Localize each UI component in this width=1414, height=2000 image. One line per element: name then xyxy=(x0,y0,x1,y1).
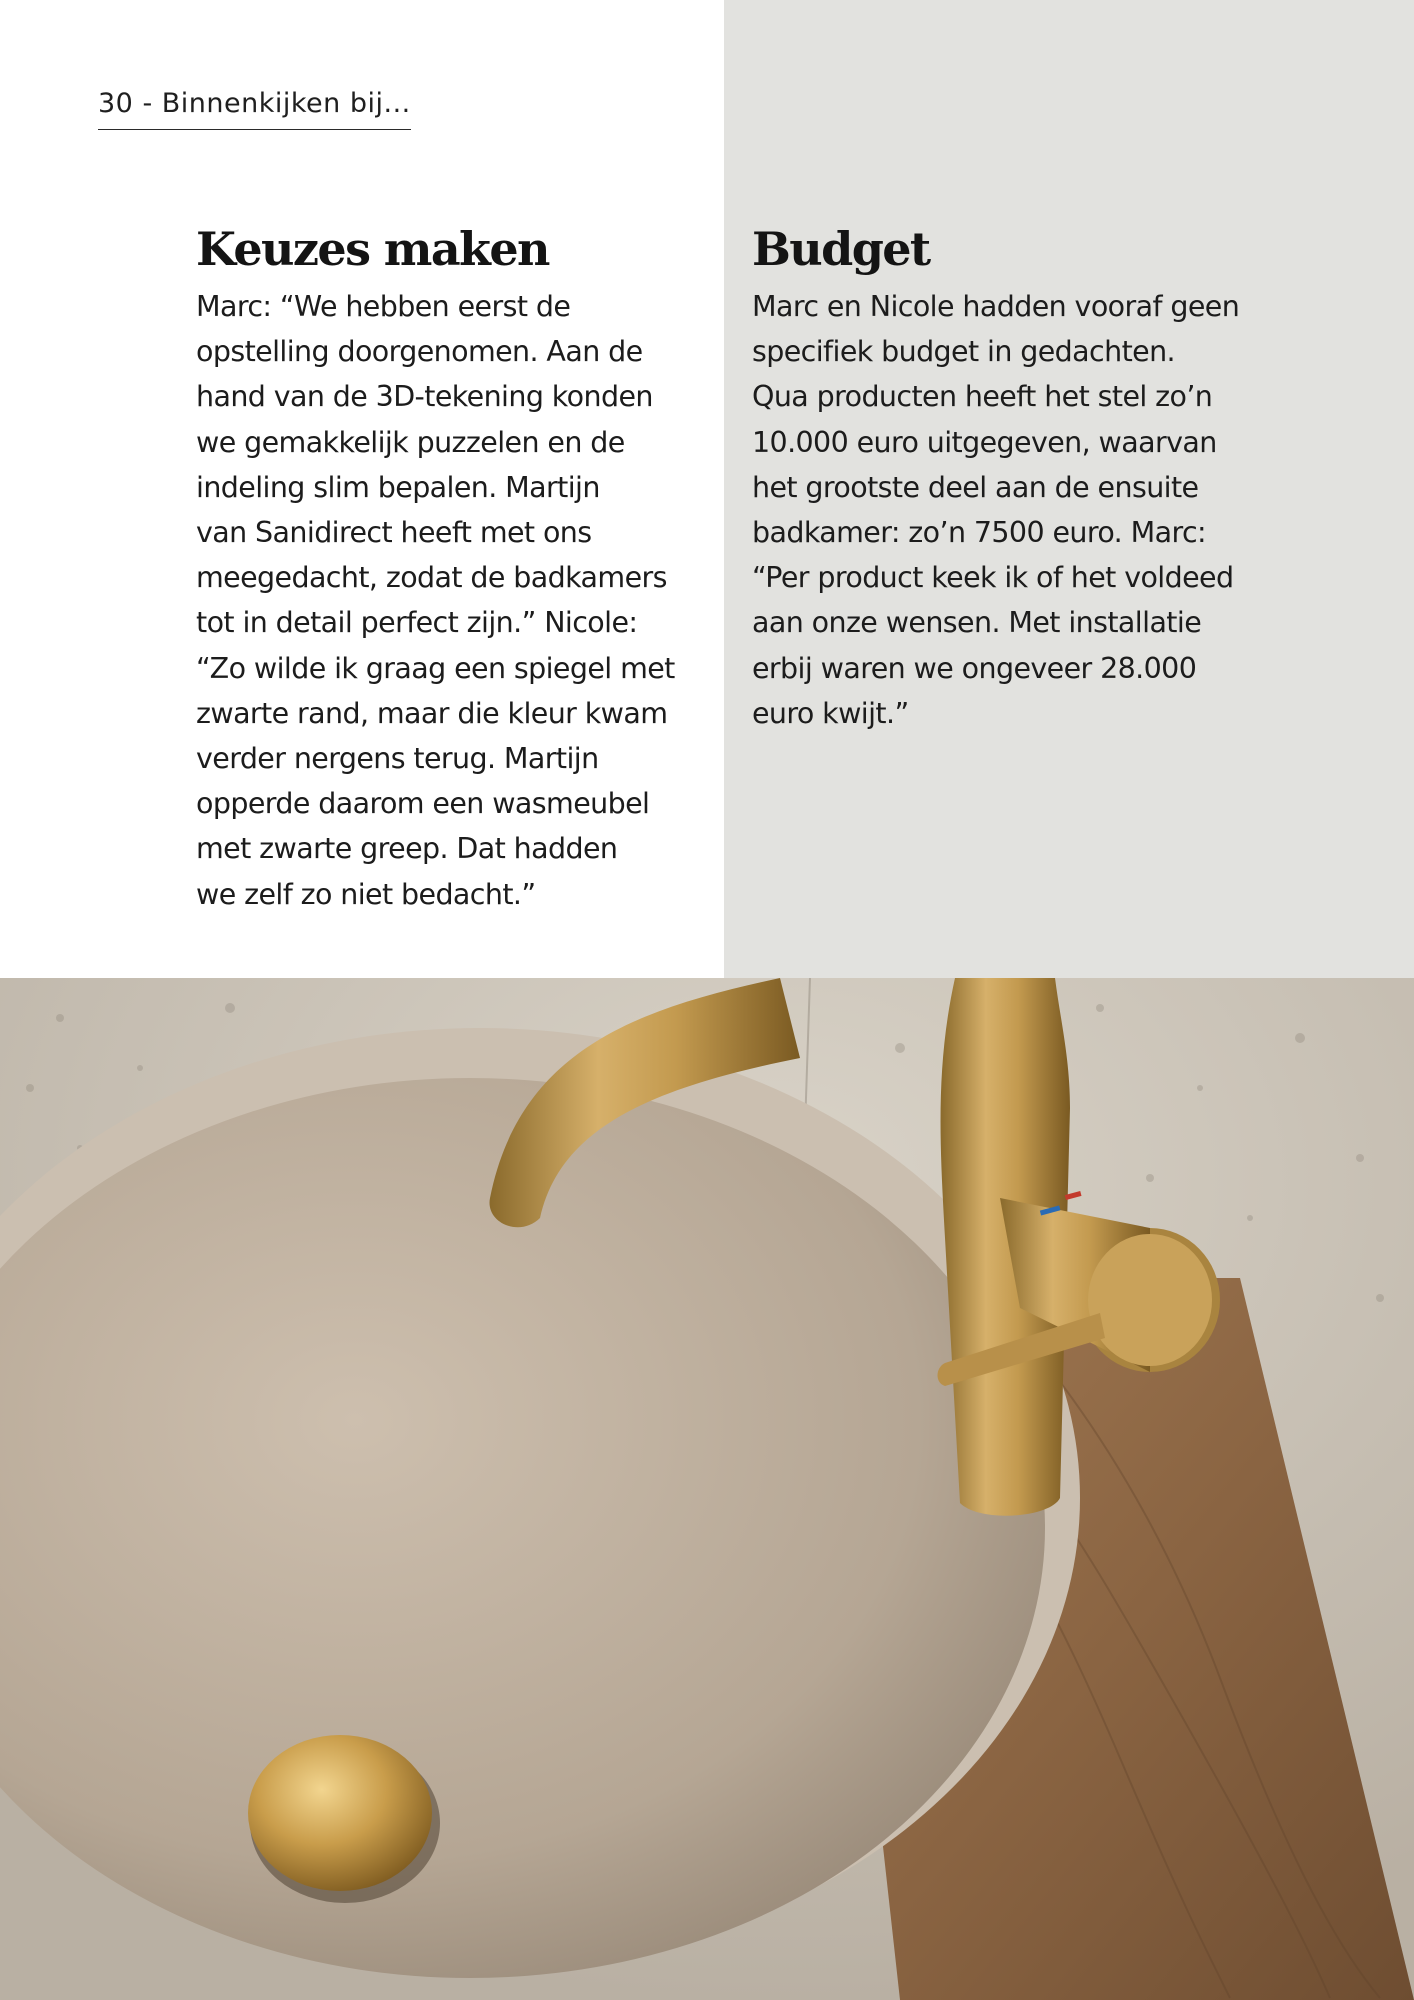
section-body xyxy=(752,284,1362,736)
body-line: verder nergens terug. Martijn xyxy=(196,742,599,776)
body-line: opperde daarom een wasmeubel xyxy=(196,787,650,821)
section-heading: Budget xyxy=(752,222,930,276)
running-head: 30 - Binnenkijken bij... xyxy=(98,88,411,130)
bathroom-sink-photo xyxy=(0,978,1414,2000)
body-line: van Sanidirect heeft met ons xyxy=(196,516,592,550)
body-line: euro kwijt.” xyxy=(752,696,909,730)
body-line: “Per product keek ik of het voldeed xyxy=(752,561,1234,595)
body-line: opstelling doorgenomen. Aan de xyxy=(196,335,643,369)
section-heading: Keuzes maken xyxy=(196,222,549,276)
body-line: hand van de 3D-tekening konden xyxy=(196,380,653,414)
body-line: Marc: “We hebben eerst de xyxy=(196,290,571,323)
body-line: specifiek budget in gedachten. xyxy=(752,335,1175,369)
body-line: indeling slim bepalen. Martijn xyxy=(196,470,600,504)
body-line: zwarte rand, maar die kleur kwam xyxy=(196,696,668,730)
section-budget xyxy=(752,218,1362,736)
body-line: tot in detail perfect zijn.” Nicole: xyxy=(196,606,638,640)
section-keuzes-maken xyxy=(196,218,706,917)
body-line: Qua producten heeft het stel zo’n xyxy=(752,380,1213,414)
body-line: meegedacht, zodat de badkamers xyxy=(196,561,667,595)
body-line: we gemakkelijk puzzelen en de xyxy=(196,425,625,459)
body-line: “Zo wilde ik graag een spiegel met xyxy=(196,651,675,685)
body-line: met zwarte greep. Dat hadden xyxy=(196,832,618,866)
body-line: we zelf zo niet bedacht.” xyxy=(196,877,536,911)
body-line: het grootste deel aan de ensuite xyxy=(752,470,1199,504)
body-line: 10.000 euro uitgegeven, waarvan xyxy=(752,425,1217,459)
faucet-knob xyxy=(1088,1234,1212,1366)
body-line: badkamer: zo’n 7500 euro. Marc: xyxy=(752,516,1207,550)
body-line: aan onze wensen. Met installatie xyxy=(752,606,1202,640)
section-body xyxy=(196,284,706,917)
drain-plug xyxy=(248,1735,432,1891)
body-line: Marc en Nicole hadden vooraf geen xyxy=(752,290,1240,323)
body-line: erbij waren we ongeveer 28.000 xyxy=(752,651,1197,685)
